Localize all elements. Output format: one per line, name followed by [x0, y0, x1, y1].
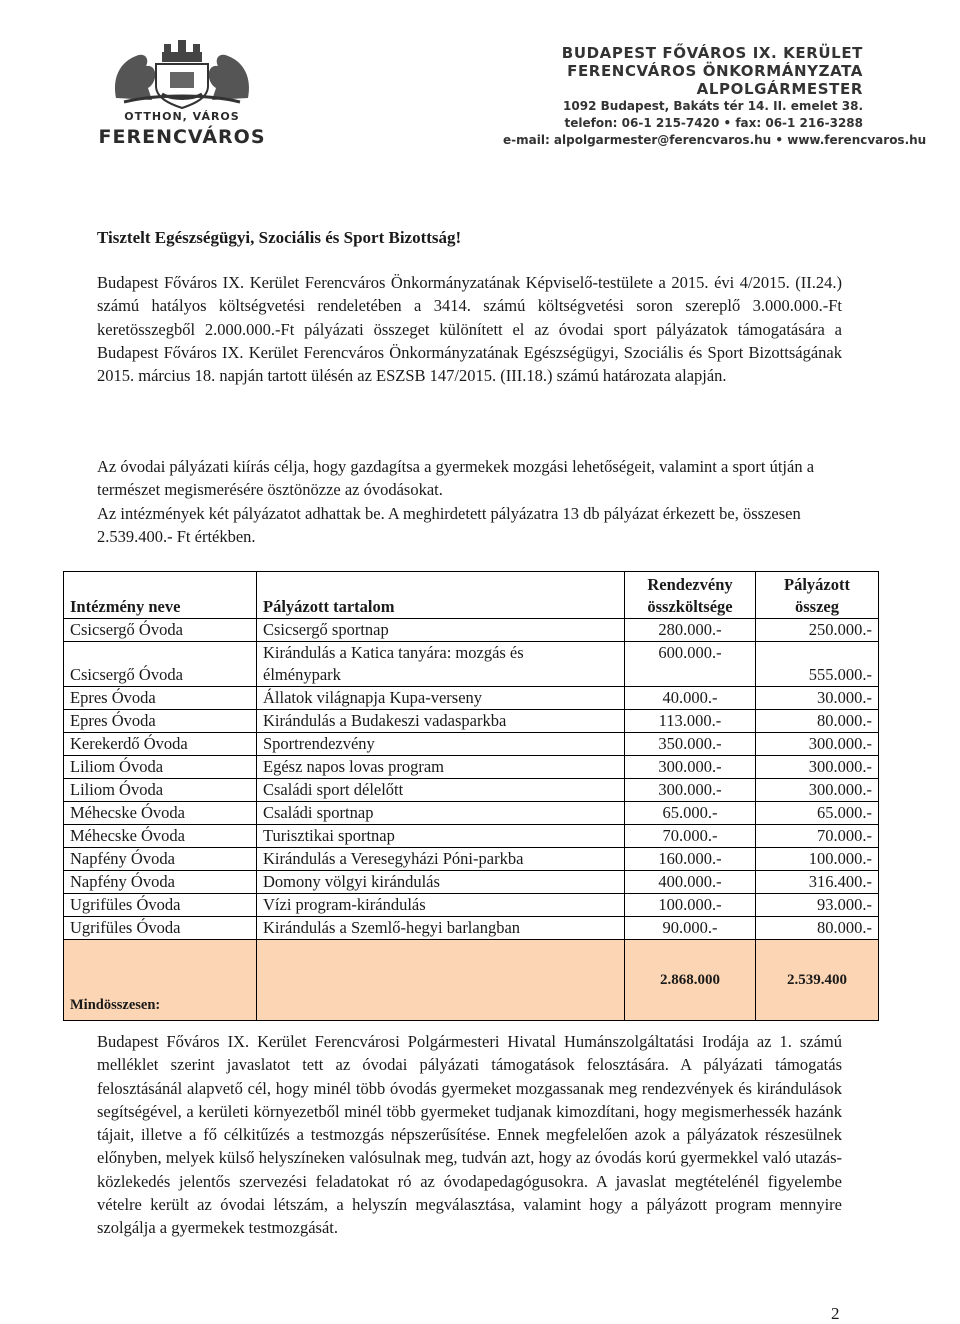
cell-content: Csicsergő sportnap: [257, 619, 625, 642]
org-name-line2: FERENCVÁROS ÖNKORMÁNYZATA: [567, 62, 863, 80]
cell-institution: Napfény Óvoda: [64, 848, 257, 871]
proposal-text: Budapest Főváros IX. Kerület Ferencvárosi Polgármesteri Hivatal Humánszolgáltatási Irodája az 1. számú melléklet szerint javaslatot tett az óvodai pályázati támogatások felosztására. A pályázati támogatás felosztásánál alapvető cél, hogy minél több óvodás gyermeket mozgassanak meg rendezvények és kirándulások segítségével, a kerületi környezetből minél több gyermeket tudjanak kimozdítani, hogy megismerhessék hazánk tájait, illetve a fő célkitűzés a testmozgás népszerűsítése. Ennek megfelelően azok a pályázatok részesülnek előnyben, melyek külső helyszíneken valósulnak meg, tudván azt, hogy az óvodás korú gyermekkel való utazás-közlekedés jelentős szervezési feladatokat ró az óvodapedagógusokra. A javaslat megtételénél figyelembe vételre került az óvodai létszám, a helyszín megválasztása, valamint hogy a pályázott program mennyire szolgálja a gyermekek testmozgását.: [97, 1032, 842, 1238]
ferencvaros-logo: [92, 38, 272, 153]
cell-cost: 300.000.-: [625, 779, 756, 802]
cell-content: Sportrendezvény: [257, 733, 625, 756]
logo-name: FERENCVÁROS: [98, 126, 266, 148]
cell-cost: 350.000.-: [625, 733, 756, 756]
coat-of-arms-icon: [106, 38, 258, 110]
cell-cost: 280.000.-: [625, 619, 756, 642]
applications-table: [63, 571, 879, 1021]
cell-institution: Epres Óvoda: [64, 710, 257, 733]
purpose-text: Az óvodai pályázati kiírás célja, hogy gazdagítsa a gyermekek mozgási lehetőségeit, valamint a sport útján a természet megismerésére ösztönözze az óvodásokat.: [97, 457, 815, 500]
total-amount: 2.539.400: [756, 940, 879, 1021]
cell-institution: Ugrifüles Óvoda: [64, 894, 257, 917]
cell-amount: 316.400.-: [756, 871, 879, 894]
cell-institution: Csicsergő Óvoda: [64, 619, 257, 642]
cell-amount: 30.000.-: [756, 687, 879, 710]
proposal-paragraph: [97, 1030, 842, 1240]
cell-amount: 300.000.-: [756, 733, 879, 756]
table-row: [64, 871, 879, 894]
cell-content: Kirándulás a Veresegyházi Póni-parkba: [257, 848, 625, 871]
col-header-amount: [756, 572, 879, 619]
cell-amount: 555.000.-: [756, 642, 879, 687]
col-header-amount-line2: összeg: [795, 597, 839, 616]
col-header-amount-line1: Pályázott: [784, 575, 850, 594]
table-row: [64, 802, 879, 825]
total-row: [64, 940, 879, 1021]
cell-content-line1: Kirándulás a Katica tanyára: mozgás és: [263, 643, 524, 662]
col-header-cost-line2: összköltsége: [647, 597, 733, 616]
cell-cost: 300.000.-: [625, 756, 756, 779]
cell-cost: 65.000.-: [625, 802, 756, 825]
cell-institution: Csicsergő Óvoda: [64, 642, 257, 687]
cell-institution: Epres Óvoda: [64, 687, 257, 710]
cell-content: Kirándulás a Szemlő-hegyi barlangban: [257, 917, 625, 940]
org-email: e-mail: alpolgarmester@ferencvaros.hu • www.ferencvaros.hu: [503, 133, 927, 147]
org-address: 1092 Budapest, Bakáts tér 14. II. emelet 38.: [563, 99, 863, 113]
cell-amount: 100.000.-: [756, 848, 879, 871]
intro-text: Budapest Főváros IX. Kerület Ferencváros Önkormányzatának Képviselő-testülete a 2015. évi 4/2015. (II.24.) számú hatályos költségvetési rendeletében a 3414. számú költségvetési soron szereplő 3.000.000.-Ft keretösszegből 2.000.000.-Ft pályázati összeget különített el az óvodai sport pályázatok támogatására a Budapest Főváros IX. Kerület Ferencváros Önkormányzatának Egészségügyi, Szociális és Sport Bizottságának 2015. március 18. napján tartott ülésén az ESZSB 147/2015. (III.18.) számú határozata alapján.: [97, 273, 842, 386]
cell-cost: 600.000.-: [625, 642, 756, 687]
table-row: [64, 687, 879, 710]
cell-content: Családi sport délelőtt: [257, 779, 625, 802]
submissions-text: Az intézmények két pályázatot adhattak be. A meghirdetett pályázatra 13 db pályázat érkezett be, összesen 2.539.400.- Ft értékben.: [97, 503, 801, 546]
cell-institution: Liliom Óvoda: [64, 779, 257, 802]
cell-content: Állatok világnapja Kupa-verseny: [257, 687, 625, 710]
intro-paragraph: [97, 271, 842, 387]
cell-content: Vízi program-kirándulás: [257, 894, 625, 917]
cell-institution: Napfény Óvoda: [64, 871, 257, 894]
org-phone: telefon: 06-1 215-7420 • fax: 06-1 216-3288: [564, 116, 863, 130]
cell-content: Egész napos lovas program: [257, 756, 625, 779]
cell-institution: Kerekerdő Óvoda: [64, 733, 257, 756]
letterhead: [503, 44, 927, 149]
cell-amount: 250.000.-: [756, 619, 879, 642]
cell-content: [257, 642, 625, 687]
cell-amount: 300.000.-: [756, 756, 879, 779]
table-header-row: [64, 572, 879, 619]
cell-institution: Liliom Óvoda: [64, 756, 257, 779]
org-name-line1: BUDAPEST FŐVÁROS IX. KERÜLET: [561, 44, 863, 62]
table-row: [64, 779, 879, 802]
col-header-institution: Intézmény neve: [64, 572, 257, 619]
page-number: 2: [831, 1304, 840, 1323]
col-header-cost-line1: Rendezvény: [647, 575, 733, 594]
purpose-paragraph: [97, 455, 842, 548]
table-row: [64, 619, 879, 642]
cell-content: Családi sportnap: [257, 802, 625, 825]
cell-content-line2: élménypark: [263, 665, 341, 684]
cell-institution: Méhecske Óvoda: [64, 825, 257, 848]
cell-cost: 160.000.-: [625, 848, 756, 871]
cell-cost: 40.000.-: [625, 687, 756, 710]
cell-amount: 70.000.-: [756, 825, 879, 848]
table-row: [64, 917, 879, 940]
cell-institution: Ugrifüles Óvoda: [64, 917, 257, 940]
cell-content: Domony völgyi kirándulás: [257, 871, 625, 894]
table-row: [64, 733, 879, 756]
col-header-content: Pályázott tartalom: [257, 572, 625, 619]
cell-cost: 100.000.-: [625, 894, 756, 917]
cell-amount: 300.000.-: [756, 779, 879, 802]
greeting: Tisztelt Egészségügyi, Szociális és Sport Bizottság!: [97, 228, 462, 247]
table-row: [64, 848, 879, 871]
total-label: Mindösszesen:: [64, 940, 257, 1021]
table-row: [64, 756, 879, 779]
cell-amount: 93.000.-: [756, 894, 879, 917]
table-row: [64, 710, 879, 733]
table-row: [64, 825, 879, 848]
table-row: [64, 642, 879, 687]
logo-motto: OTTHON, VÁROS: [124, 110, 240, 123]
cell-cost: 90.000.-: [625, 917, 756, 940]
table-row: [64, 894, 879, 917]
cell-cost: 113.000.-: [625, 710, 756, 733]
cell-amount: 80.000.-: [756, 917, 879, 940]
cell-institution: Méhecske Óvoda: [64, 802, 257, 825]
cell-amount: 65.000.-: [756, 802, 879, 825]
total-empty-cell: [257, 940, 625, 1021]
total-cost: 2.868.000: [625, 940, 756, 1021]
cell-content: Turisztikai sportnap: [257, 825, 625, 848]
cell-cost: 400.000.-: [625, 871, 756, 894]
cell-amount: 80.000.-: [756, 710, 879, 733]
cell-cost: 70.000.-: [625, 825, 756, 848]
org-office: ALPOLGÁRMESTER: [696, 80, 863, 98]
cell-content: Kirándulás a Budakeszi vadasparkba: [257, 710, 625, 733]
col-header-cost: [625, 572, 756, 619]
